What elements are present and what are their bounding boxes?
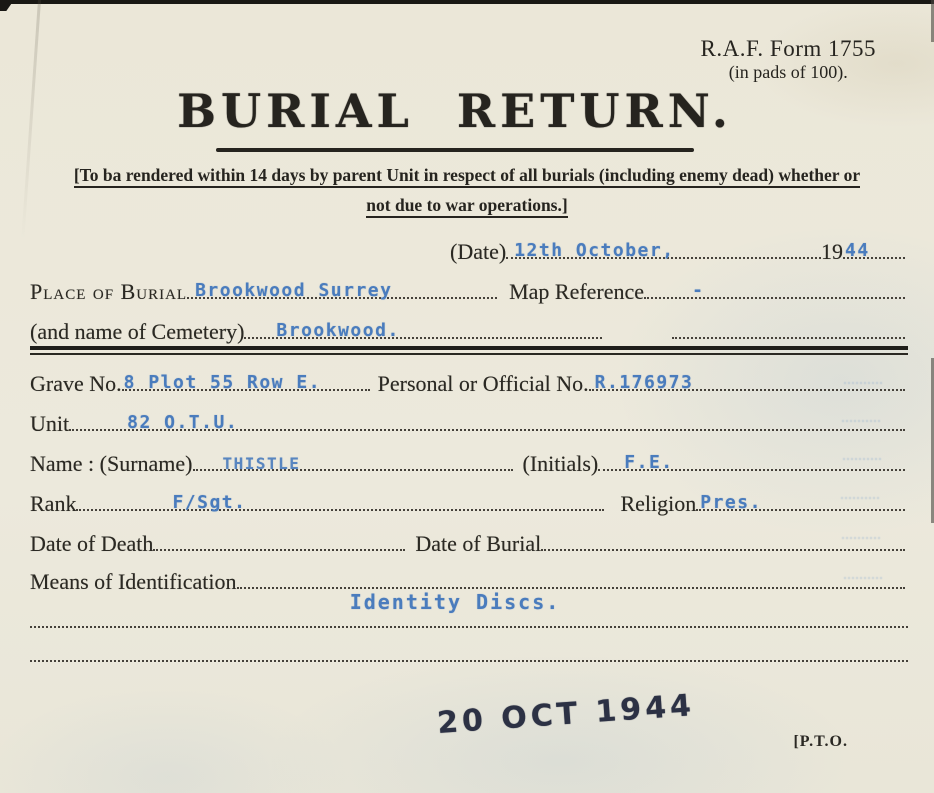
instruction-line-2: not due to war operations.]: [366, 195, 567, 218]
bleed-through-mark: [844, 577, 882, 579]
cemetery-value: Brookwood.: [276, 320, 400, 341]
cemetery-line-gap: [602, 331, 672, 339]
map-reference-value: -: [692, 280, 705, 301]
cemetery-label: (and name of Cemetery): [30, 319, 245, 344]
religion-value: Pres.: [700, 492, 762, 513]
rank-dotted-line: [76, 492, 604, 513]
year-value: 44: [845, 240, 870, 261]
date-stamp: 20 OCT 1944: [436, 688, 697, 741]
bleed-through-mark: [841, 497, 879, 499]
official-no-value: R.176973: [594, 372, 694, 393]
title-underline: [216, 148, 694, 152]
grave-no-dotted-line: [122, 372, 370, 393]
initials-dotted-line: [598, 452, 905, 473]
field-row-rank: [30, 483, 905, 515]
pto-note: [P.T.O.: [793, 733, 848, 750]
instruction-line-1: [To ba rendered within 14 days by parent Unit in respect of all burials (including enemy dead) whether or: [74, 165, 860, 188]
field-row-means: [30, 561, 905, 593]
date-label: (Date): [450, 239, 507, 264]
date-value: 12th October,: [514, 240, 675, 261]
religion-label: Religion: [620, 491, 697, 516]
means-of-identification-value: Identity Discs.: [349, 590, 561, 614]
official-no-label: Personal or Official No.: [377, 371, 589, 396]
instruction-text: [16, 160, 918, 220]
form-number-block: [701, 36, 877, 83]
religion-dotted-line: [696, 492, 905, 513]
date-of-death-dotted-line: [153, 541, 405, 551]
year-prefix-label: 19: [821, 239, 843, 264]
field-row-death-burial: [30, 523, 905, 555]
year-dotted-line: [843, 240, 905, 261]
initials-value: F.E.: [624, 452, 674, 473]
map-reference-dotted-line: [644, 280, 905, 301]
map-reference-label: Map Reference: [509, 279, 645, 304]
continuation-dotted-line-2: [30, 660, 908, 662]
field-row-date: [450, 231, 905, 263]
grave-no-label: Grave No.: [30, 371, 122, 396]
surname-dotted-line: [193, 454, 513, 473]
place-of-burial-dotted-line: [187, 280, 497, 301]
bleed-through-mark: [844, 382, 882, 384]
field-row-unit: [30, 403, 905, 435]
scan-edge-top: [0, 0, 934, 4]
cemetery-dotted-line-2: [672, 329, 905, 339]
field-row-cemetery: [30, 311, 905, 343]
continuation-dotted-line-1: [30, 626, 908, 628]
date-of-death-label: Date of Death: [30, 531, 154, 556]
scan-corner-top-left: [0, 0, 14, 11]
field-row-name: [30, 443, 905, 475]
bleed-through-mark: [842, 537, 880, 539]
section-divider-rule: [30, 346, 908, 355]
form-pads-note: (in pads of 100).: [728, 62, 848, 83]
rank-value: F/Sgt.: [172, 492, 247, 513]
bleed-through-mark: [843, 458, 881, 460]
field-row-grave: [30, 363, 905, 395]
place-of-burial-value: Brookwood Surrey: [195, 280, 393, 301]
unit-dotted-line: [69, 412, 905, 433]
unit-value: 82 O.T.U.: [127, 412, 239, 433]
unit-label: Unit: [30, 411, 70, 436]
date-dotted-line: [506, 240, 821, 261]
surname-value: THISTLE: [222, 454, 301, 473]
cemetery-dotted-line: [244, 320, 602, 341]
field-row-place-of-burial: [30, 271, 905, 303]
date-of-burial-label: Date of Burial: [415, 531, 542, 556]
place-of-burial-label: Place of Burial: [30, 279, 188, 304]
grave-no-value: 8 Plot 55 Row E.: [123, 372, 322, 393]
means-of-identification-label: Means of Identification: [30, 569, 237, 594]
means-dotted-line: [237, 579, 906, 589]
page-title: BURIAL RETURN.: [177, 84, 733, 138]
form-number: R.A.F. Form 1755: [700, 36, 876, 61]
initials-label: (Initials): [522, 451, 599, 476]
bleed-through-mark: [842, 420, 880, 422]
date-of-burial-dotted-line: [541, 541, 905, 551]
rank-label: Rank: [30, 491, 77, 516]
surname-label: Name : (Surname): [30, 451, 193, 476]
